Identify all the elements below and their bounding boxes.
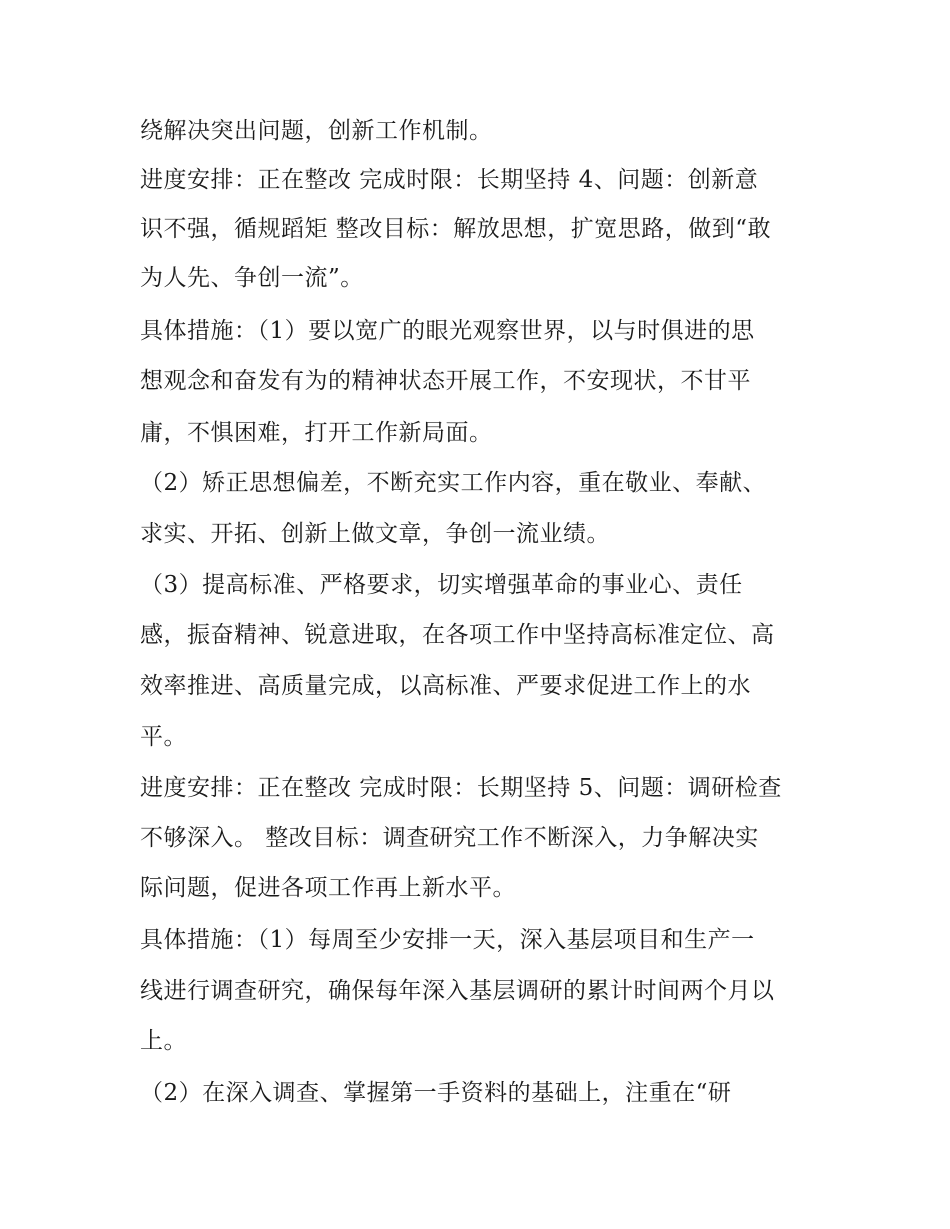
text-line-10: （3）提高标准、严格要求，切实增强革命的事业心、责任 [140, 572, 743, 598]
text-line-6: 想观念和奋发有为的精神状态开展工作，不安现状，不甘平 [140, 368, 751, 394]
text-line-14: 进度安排：正在整改 完成时限：长期坚持 5、问题：调研检查 [140, 775, 782, 801]
text-line-7: 庸，不惧困难，打开工作新局面。 [140, 420, 493, 446]
text-line-18: 线进行调查研究，确保每年深入基层调研的累计时间两个月以 [140, 978, 775, 1004]
text-line-8: （2）矫正思想偏差，不断充实工作内容，重在敬业、奉献、 [140, 470, 767, 496]
text-line-13: 平。 [140, 724, 187, 750]
text-line-19: 上。 [140, 1028, 187, 1054]
text-line-2: 进度安排：正在整改 完成时限：长期坚持 4、问题：创新意 [140, 167, 759, 193]
text-line-11: 感，振奋精神、锐意进取，在各项工作中坚持高标准定位、高 [140, 622, 775, 648]
text-line-15: 不够深入。 整改目标：调查研究工作不断深入，力争解决实 [140, 825, 759, 851]
text-line-4: 为人先、争创一流”。 [140, 265, 364, 291]
text-line-5: 具体措施：（1）要以宽广的眼光观察世界，以与时俱进的思 [140, 318, 755, 344]
text-line-16: 际问题，促进各项工作再上新水平。 [140, 875, 516, 901]
text-line-20: （2）在深入调查、掌握第一手资料的基础上，注重在“研 [140, 1080, 732, 1106]
text-line-1: 绕解决突出问题，创新工作机制。 [140, 118, 493, 144]
text-line-9: 求实、开拓、创新上做文章，争创一流业绩。 [140, 521, 610, 547]
text-line-17: 具体措施：（1）每周至少安排一天，深入基层项目和生产一 [140, 927, 755, 953]
text-line-3: 识不强，循规蹈矩 整改目标：解放思想，扩宽思路，做到“敢 [140, 216, 772, 242]
text-line-12: 效率推进、高质量完成，以高标准、严要求促进工作上的水 [140, 673, 751, 699]
